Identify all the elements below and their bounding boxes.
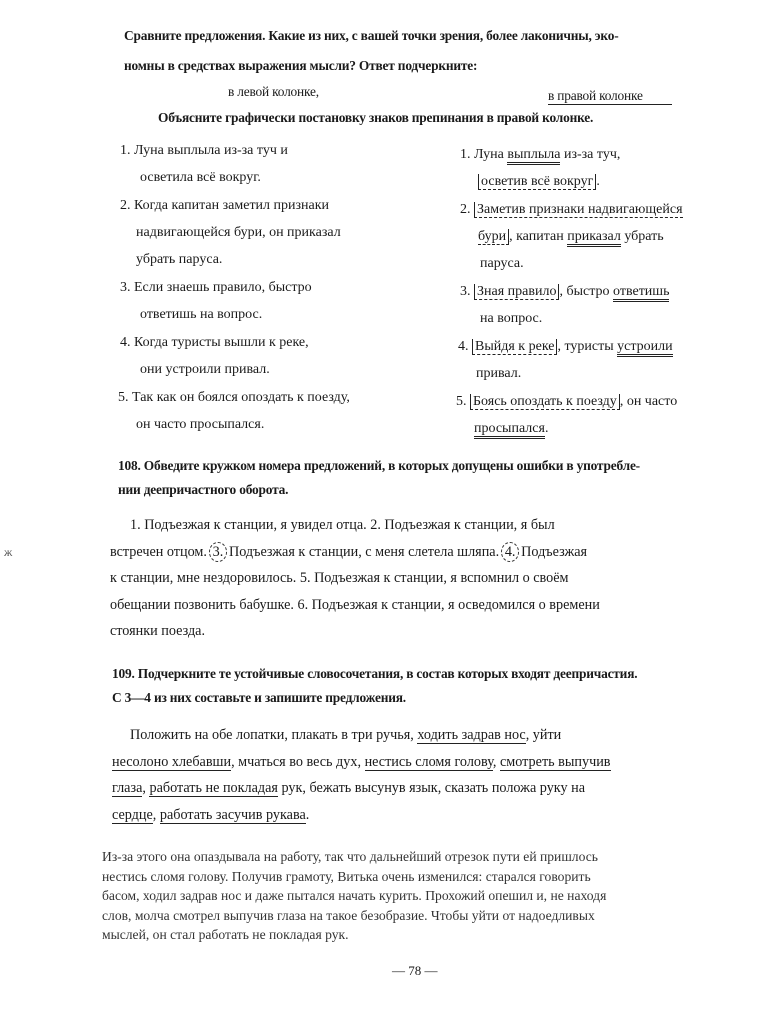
r3-participle-phrase: Зная правило [474,284,559,300]
right-sentence-5-line2 [474,421,548,437]
idiom-glaza: глаза [112,780,143,796]
task108-line5: стоянки поезда. [110,623,206,639]
task108-heading-line1: 108. Обведите кружком номера предложений, в которых допущены ошибки в употребле- [118,458,640,473]
task107-heading-line1: Сравните предложения. Какие из них, с вашей точки зрения, более лаконичны, эко- [124,28,619,43]
task109-heading-line2: С 3—4 из них составьте и запишите предложения. [112,690,406,705]
r5-period: . [544,421,549,436]
idiom-rabotat-ne-pokladaya: работать не покладая [149,780,278,796]
task108-text [110,512,746,645]
left-sentence-2-line3: убрать паруса. [136,252,223,267]
task108-line4: обещании позвонить бабушке. 6. Подъезжая к станции, я осведомился о времени [110,596,600,613]
right-sentence-2-line1 [460,202,683,218]
t109-d4: . [305,806,310,823]
t109-b4: , [492,753,497,770]
task107-heading-line2: номны в средствах выражения мысли? Ответ подчеркните: [124,58,478,73]
r3-adverb: , быстро [559,284,610,299]
task109-line3 [112,775,746,802]
margin-mark: ж [4,545,13,559]
left-sentence-3-line1: 3. Если знаешь правило, быстро [120,280,312,295]
idiom-hodit-zadrav-nos: ходить задрав нос [417,727,526,743]
left-sentence-5-line2: он часто просыпался. [136,417,265,432]
task108-heading-line2: нии деепричастного оборота. [118,482,289,497]
t109-c4: рук, бежать высунув язык, сказать положа руку на [281,780,586,796]
r5-num: 5. [456,394,467,409]
task108-l2c: Подъезжая к станции, с меня слетела шляпа. [228,543,500,560]
task108-line2 [110,539,746,566]
task108-line3: к станции, мне нездоровилось. 5. Подъезжая к станции, я вспомнил о своём [110,570,569,586]
left-sentence-1-line1: 1. Луна выплыла из-за туч и [120,143,288,158]
task108-l2a: встречен отцом. [110,543,207,560]
option-left-column: в левой колонке, [228,84,319,99]
r2-inf: убрать [624,229,664,244]
circled-number-4: 4. [501,542,519,562]
task109-text [112,722,746,828]
t109-a1: Положить на обе лопатки, плакать в три ручья, [130,727,414,743]
answer-line-5: мыслей, он стал работать не покладая рук. [102,927,349,942]
task109-line2 [112,749,746,776]
left-sentence-2-line2: надвигающейся бури, он приказал [136,225,341,240]
right-sentence-4-line1 [458,339,673,355]
idiom-nestis-slomya-golovu: нестись сломя голову [364,753,493,770]
answer-line-1: Из-за этого она опаздывала на работу, так что дальнейший отрезок пути ей пришлось [102,849,598,864]
r1-participle-phrase: осветив всё вокруг [478,174,596,190]
right-sentence-5-line1 [456,394,677,410]
page-number: — 78 — [392,963,438,978]
r2-participle-phrase: Заметив признаки надвигающейся [474,202,683,218]
left-sentence-2-line1: 2. Когда капитан заметил признаки [120,198,330,213]
r4-predicate: устроили [617,339,672,357]
right-sentence-2-line3: паруса. [480,256,524,271]
r4-subject: , туристы [557,339,614,354]
r1-subject: 1. Луна [460,147,504,162]
idiom-smotret-vypuchiv: смотреть выпучив [500,753,611,770]
idiom-serdce: сердце [112,806,153,823]
left-sentence-1-line2: осветила всё вокруг. [140,170,261,185]
answer-paragraph [102,847,742,945]
r4-participle-phrase: Выйдя к реке [472,339,557,355]
r2-num: 2. [460,202,471,217]
left-sentence-4-line1: 4. Когда туристы вышли к реке, [120,335,309,350]
task108-line1: 1. Подъезжая к станции, я увидел отца. 2. Подъезжая к станции, я был [130,517,555,533]
r1-predicate: выплыла [507,147,560,165]
r5-predicate: просыпался [474,421,545,439]
right-sentence-1-line2 [478,174,600,190]
t109-c2: , [142,780,146,796]
right-sentence-4-line2: привал. [476,366,522,381]
right-sentence-1-line1 [460,147,620,163]
task108-l2e: Подъезжая [521,543,588,560]
option-right-column: в правой колонке [548,88,672,105]
r1-period: . [596,174,600,189]
r3-num: 3. [460,284,471,299]
task109-line4 [112,802,746,829]
task107-explain: Объясните графически постановку знаков препинания в правой колонке. [158,110,594,125]
left-sentence-5-line1: 5. Так как он боялся опоздать к поезду, [118,390,350,405]
answer-line-2: нестись сломя голову. Получив грамоту, Витька очень изменился: старался говорить [102,868,591,884]
left-sentence-3-line2: ответишь на вопрос. [140,307,263,322]
left-sentence-4-line2: они устроили привал. [140,362,270,377]
r3-predicate: ответишь [613,284,669,302]
idiom-rabotat-zasuchiv-rukava: работать засучив рукава [159,806,306,823]
right-sentence-3-line2: на вопрос. [480,311,543,326]
right-sentence-3-line1 [460,284,669,300]
idiom-nesoloni-hlebavshi: несолоно хлебавши [112,753,232,770]
r2-participle-end: бури [478,229,509,245]
answer-line-3: басом, ходил задрав нос и даже пытался начать курить. Прохожий опешил и, не находя [102,888,607,903]
r5-participle-phrase: Боясь опоздать к поезду [470,394,620,410]
answer-line-4: слов, молча смотрел выпучив глаза на такое безобразие. Чтобы уйти от надоедливых [102,907,595,923]
r2-predicate: приказал [567,229,621,247]
r4-num: 4. [458,339,469,354]
r5-subject: , он часто [619,394,678,409]
t109-b2: , мчаться во весь дух, [231,753,362,770]
circled-number-3: 3. [209,542,227,562]
task109-line1 [112,722,746,749]
t109-d2: , [152,806,157,823]
right-sentence-2-line2 [478,229,664,245]
r1-rest: из-за туч, [563,147,621,162]
task109-heading-line1: 109. Подчеркните те устойчивые словосочетания, в состав которых входят деепричастия. [112,666,638,681]
r2-subject: , капитан [509,229,564,244]
t109-a3: , уйти [525,727,562,743]
